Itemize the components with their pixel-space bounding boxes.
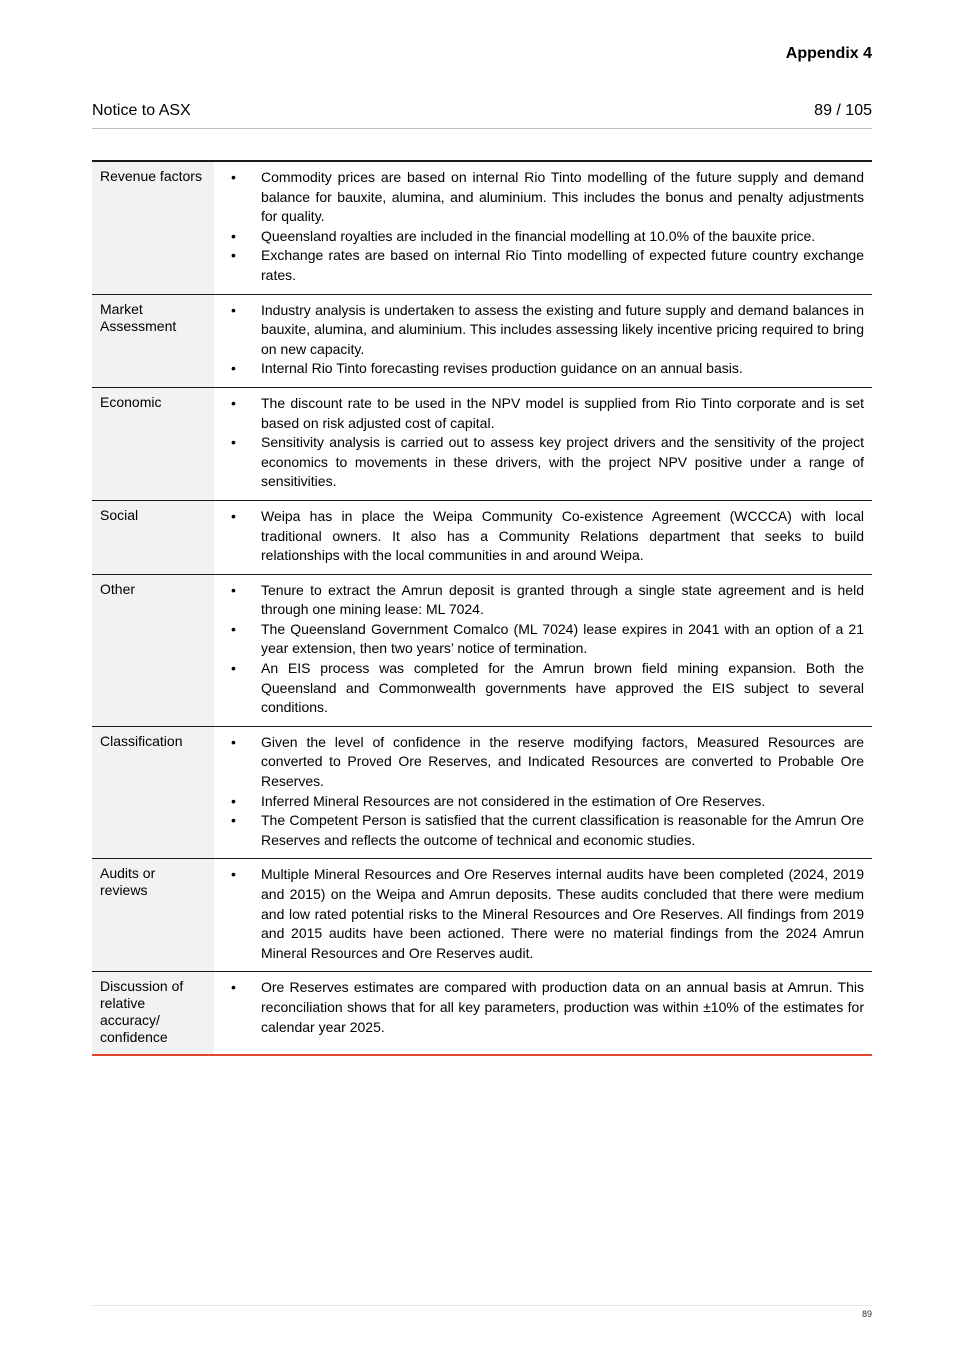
list-item: • Sensitivity analysis is carried out to assess key project drivers and the sensitivity of the project economics to movements in these drivers, with the project NPV positive under a range of sensitivities. bbox=[214, 433, 864, 492]
document-title: Notice to ASX bbox=[92, 102, 191, 119]
criteria-label: Economic bbox=[92, 387, 214, 500]
criteria-label: Other bbox=[92, 574, 214, 726]
table-row bbox=[92, 972, 872, 1056]
bullet-list bbox=[214, 865, 864, 963]
table-row bbox=[92, 294, 872, 387]
page-number: 89 bbox=[861, 1309, 872, 1319]
list-item: • Inferred Mineral Resources are not considered in the estimation of Ore Reserves. bbox=[214, 792, 864, 812]
list-item: • An EIS process was completed for the Amrun brown field mining expansion. Both the Queensland and Commonwealth governments have approved the EIS subject to several conditions. bbox=[214, 659, 864, 718]
criteria-label: Market Assessment bbox=[92, 294, 214, 387]
list-item: • Exchange rates are based on internal Rio Tinto modelling of expected future country exchange rates. bbox=[214, 246, 864, 285]
page-indicator: 89 / 105 bbox=[814, 102, 872, 119]
bullet-list bbox=[214, 733, 864, 851]
bullet-list bbox=[214, 394, 864, 492]
header-divider bbox=[92, 128, 872, 129]
criteria-table bbox=[92, 160, 872, 1056]
list-item: • The Queensland Government Comalco (ML 7024) lease expires in 2041 with an option of a 21 year extension, then two years’ notice of termination. bbox=[214, 620, 864, 659]
list-item: • Queensland royalties are included in the financial modelling at 10.0% of the bauxite price. bbox=[214, 227, 864, 247]
list-item: • The Competent Person is satisfied that the current classification is reasonable for the Amrun Ore Reserves and reflects the outcome of technical and economic studies. bbox=[214, 811, 864, 850]
list-item: • Ore Reserves estimates are compared with production data on an annual basis at Amrun. This reconciliation shows that for all key parameters, production was within ±10% of the estimates for calendar year 2025. bbox=[214, 978, 864, 1037]
table-row bbox=[92, 387, 872, 500]
bullet-list bbox=[214, 978, 864, 1037]
criteria-commentary bbox=[214, 500, 872, 574]
list-item: • Tenure to extract the Amrun deposit is granted through a single state agreement and is held through one mining lease: ML 7024. bbox=[214, 581, 864, 620]
table-row bbox=[92, 726, 872, 859]
criteria-label: Social bbox=[92, 500, 214, 574]
bullet-list bbox=[214, 507, 864, 566]
criteria-label: Discussion of relative accuracy/ confidence bbox=[92, 972, 214, 1056]
list-item: • Multiple Mineral Resources and Ore Reserves internal audits have been completed (2024, 2019 and 2015) on the Weipa and Amrun deposits. These audits concluded that there were medium and low rated potential risks to the Mineral Resources and Ore Reserves. All findings from 2019 and 2015 audits have been actioned. There were no material findings from the 2024 Amrun Mineral Resources and Ore Reserves audit. bbox=[214, 865, 864, 963]
table-row bbox=[92, 859, 872, 972]
criteria-commentary bbox=[214, 161, 872, 294]
table-row bbox=[92, 574, 872, 726]
list-item: • Internal Rio Tinto forecasting revises production guidance on an annual basis. bbox=[214, 359, 864, 379]
list-item: • The discount rate to be used in the NPV model is supplied from Rio Tinto corporate and is set based on risk adjusted cost of capital. bbox=[214, 394, 864, 433]
bullet-list bbox=[214, 301, 864, 379]
criteria-label: Classification bbox=[92, 726, 214, 859]
footer-divider bbox=[92, 1305, 872, 1306]
table-row bbox=[92, 161, 872, 294]
table-row bbox=[92, 500, 872, 574]
list-item: • Commodity prices are based on internal Rio Tinto modelling of the future supply and demand balance for bauxite, alumina, and aluminium. This includes the bonus and penalty adjustments for quality. bbox=[214, 168, 864, 227]
list-item: • Given the level of confidence in the reserve modifying factors, Measured Resources are converted to Proved Ore Reserves, and Indicated Resources are converted to Probable Ore Reserves. bbox=[214, 733, 864, 792]
page-header bbox=[92, 102, 872, 120]
list-item: • Weipa has in place the Weipa Community Co-existence Agreement (WCCCA) with local traditional owners. It also has a Community Relations department that seeks to build relationships with the local communities in and around Weipa. bbox=[214, 507, 864, 566]
criteria-commentary bbox=[214, 574, 872, 726]
criteria-commentary bbox=[214, 859, 872, 972]
criteria-commentary bbox=[214, 972, 872, 1056]
bullet-list bbox=[214, 168, 864, 286]
criteria-label: Revenue factors bbox=[92, 161, 214, 294]
criteria-label: Audits or reviews bbox=[92, 859, 214, 972]
list-item: • Industry analysis is undertaken to assess the existing and future supply and demand balances in bauxite, alumina, and aluminium. This includes assessing likely incentive pricing required to bring on new capacity. bbox=[214, 301, 864, 360]
bullet-list bbox=[214, 581, 864, 718]
appendix-label: Appendix 4 bbox=[785, 45, 872, 62]
criteria-commentary bbox=[214, 294, 872, 387]
criteria-commentary bbox=[214, 387, 872, 500]
criteria-commentary bbox=[214, 726, 872, 859]
